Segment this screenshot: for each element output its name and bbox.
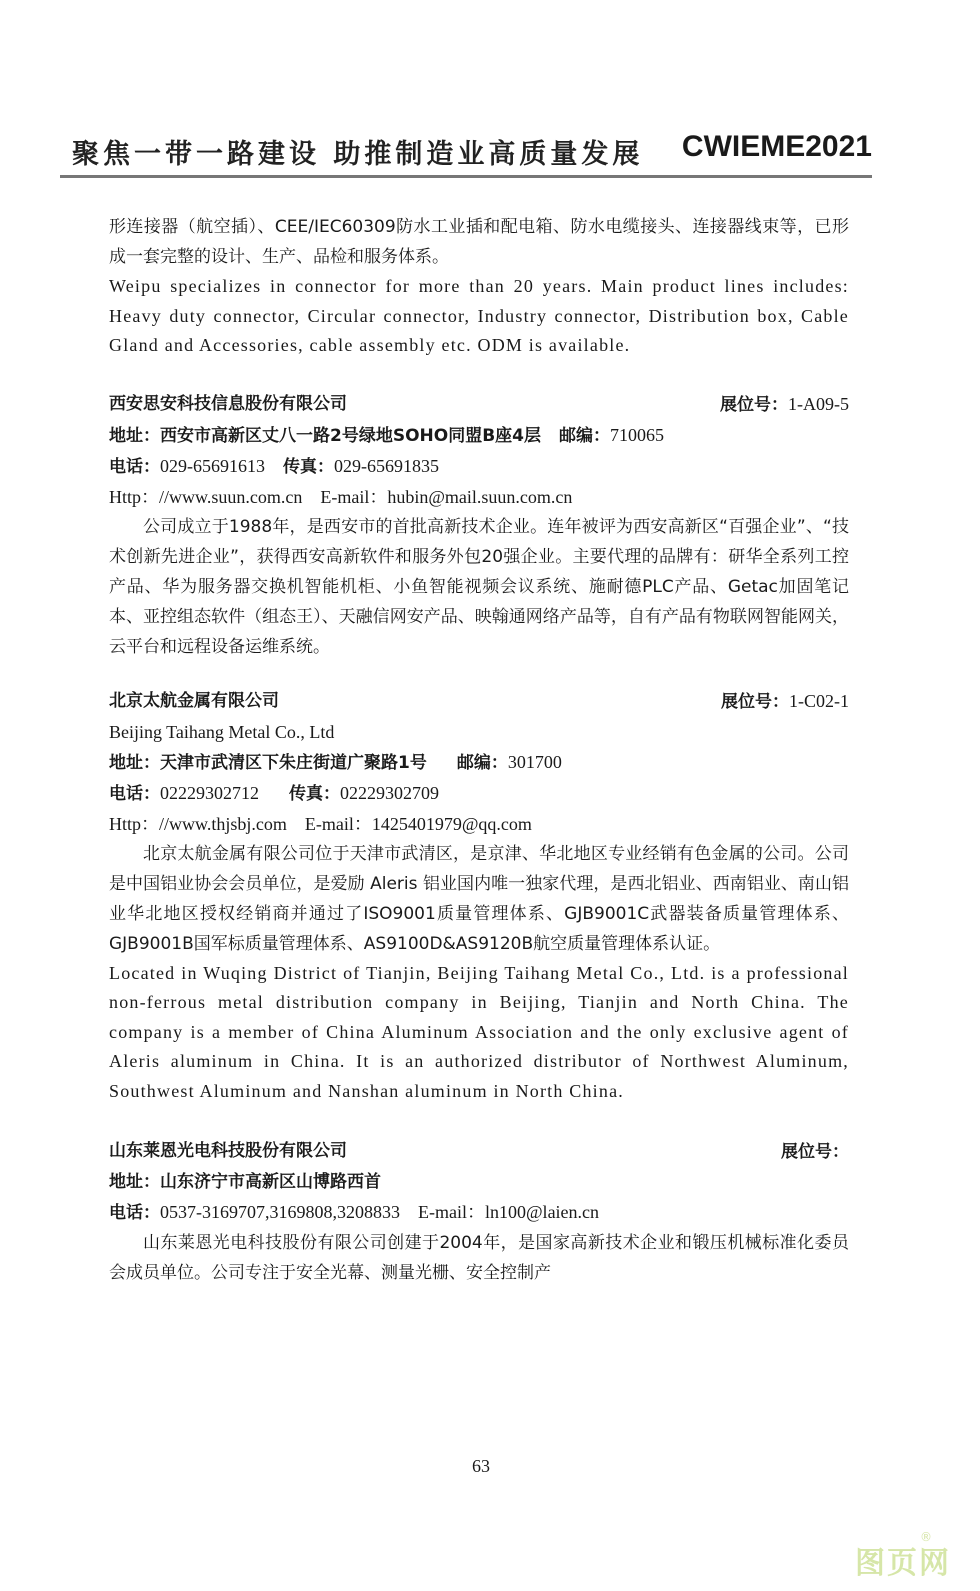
fax: 029-65691835: [334, 455, 439, 476]
company-entry: [109, 1136, 849, 1288]
email-link[interactable]: 1425401979@qq.com: [371, 813, 532, 834]
postcode: 301700: [507, 751, 562, 772]
company-description: 公司成立于1988年，是西安市的首批高新技术企业。连年被评为西安高新区“百强企业”、“技术创新先进企业”，获得西安高新软件和服务外包20强企业。主要代理的品牌有：研华全系列工控产品、华为服务器交换机智能机柜、小鱼智能视频会议系统、施耐德PLC产品、Getac加固笔记本、亚控组态软件（组态王）、天融信网安产品、映翰通网络产品等，自有产品有物联网智能网关，云平台和远程设备运维系统。: [109, 516, 849, 657]
address: 西安市高新区丈八一路2号绿地SOHO同盟B座4层: [160, 425, 541, 446]
page-header: [72, 128, 872, 168]
address: 天津市武清区下朱庄街道广聚路1号: [160, 752, 427, 773]
booth-info: 展位号：1-A09-5: [720, 393, 849, 415]
company-title-row: [109, 1136, 849, 1167]
address-line: 地址：天津市武清区下朱庄街道广聚路1号 邮编：301700: [109, 751, 562, 773]
web-line: Http：//www.suun.com.cn E-mail：hubin@mail.suun.com.cn: [109, 486, 573, 507]
company-description-en: Located in Wuqing District of Tianjin, Beijing Taihang Metal Co., Ltd. is a professional non-ferrous metal distribution company in Beijing, Tianjin and North China. The company is a member of China Aluminum Association and the only exclusive agent of Aleris aluminum in China. It is an authorized distributor of Northwest Aluminum, Southwest Aluminum and Nanshan aluminum in North China.: [109, 962, 849, 1101]
company-description: 山东莱恩光电科技股份有限公司创建于2004年，是国家高新技术企业和锻压机械标准化委员会成员单位。公司专注于安全光幕、测量光栅、安全控制产: [109, 1233, 849, 1283]
website-link[interactable]: //www.suun.com.cn: [159, 486, 303, 507]
page-content: [109, 212, 849, 1288]
company-name: 北京太航金属有限公司: [109, 690, 279, 711]
company-entry: [109, 686, 849, 1107]
booth-info: 展位号：1-C02-1: [721, 690, 849, 712]
address-line: 地址：山东济宁市高新区山博路西首: [109, 1172, 381, 1192]
company-name: 山东莱恩光电科技股份有限公司: [109, 1141, 347, 1161]
booth-info: 展位号：: [781, 1142, 849, 1162]
website-link[interactable]: //www.thjsbj.com: [159, 813, 287, 834]
phone-line: 电话：02229302712 传真：02229302709: [109, 782, 439, 804]
email-link[interactable]: ln100@laien.cn: [484, 1202, 600, 1222]
company-name: 西安思安科技信息股份有限公司: [109, 393, 347, 414]
watermark-logo: 图页网: [855, 1546, 951, 1581]
intro-zh: 形连接器（航空插）、CEE/IEC60309防水工业插和配电箱、防水电缆接头、连接器线束等，已形成一套完整的设计、生产、品检和服务体系。: [109, 217, 849, 267]
phone: 029-65691613: [160, 455, 265, 476]
address: 山东济宁市高新区山博路西首: [160, 1172, 381, 1192]
booth-number: 1-C02-1: [789, 690, 849, 711]
header-divider: [60, 175, 872, 178]
fax: 02229302709: [340, 782, 439, 803]
company-name-en: Beijing Taihang Metal Co., Ltd: [109, 721, 335, 742]
email-link[interactable]: hubin@mail.suun.com.cn: [387, 486, 573, 507]
header-slogan: 聚焦一带一路建设 助推制造业高质量发展: [72, 139, 644, 170]
booth-number: 1-A09-5: [788, 393, 849, 414]
header-brand: CWIEME2021: [681, 130, 872, 163]
postcode: 710065: [610, 424, 664, 445]
page-number: 63: [472, 1456, 490, 1476]
company-entry: [109, 389, 849, 662]
phone: 02229302712: [160, 782, 259, 803]
registered-mark-icon: ®: [920, 1530, 932, 1544]
intro-en: Weipu specializes in connector for more than 20 years. Main product lines includes: Heavy duty connector, Circular connector, Industry connector, Distribution box, Cable Gland and Accessories, cable assembly etc. ODM is available.: [109, 276, 849, 355]
phone-line: 电话：0537-3169707,3169808,3208833 E-mail：ln100@laien.cn: [109, 1202, 600, 1223]
company-title-row: [109, 686, 849, 717]
web-line: Http：//www.thjsbj.com E-mail：1425401979@qq.com: [109, 813, 532, 834]
company-title-row: [109, 389, 849, 420]
address-line: 地址：西安市高新区丈八一路2号绿地SOHO同盟B座4层 邮编：710065: [109, 424, 664, 446]
company-description: 北京太航金属有限公司位于天津市武清区，是京津、华北地区专业经销有色金属的公司。公司是中国铝业协会会员单位，是爱励 Aleris 铝业国内唯一独家代理，是西北铝业、西南铝业、南山铝业华北地区授权经销商并通过了ISO9001质量管理体系、GJB9001C武器装备质量管理体系、GJB9001B国军标质量管理体系、AS9100D&AS9120B航空质量管理体系认证。: [109, 843, 849, 954]
phone: 0537-3169707,3169808,3208833: [160, 1202, 400, 1222]
phone-line: 电话：029-65691613 传真：029-65691835: [109, 455, 439, 477]
